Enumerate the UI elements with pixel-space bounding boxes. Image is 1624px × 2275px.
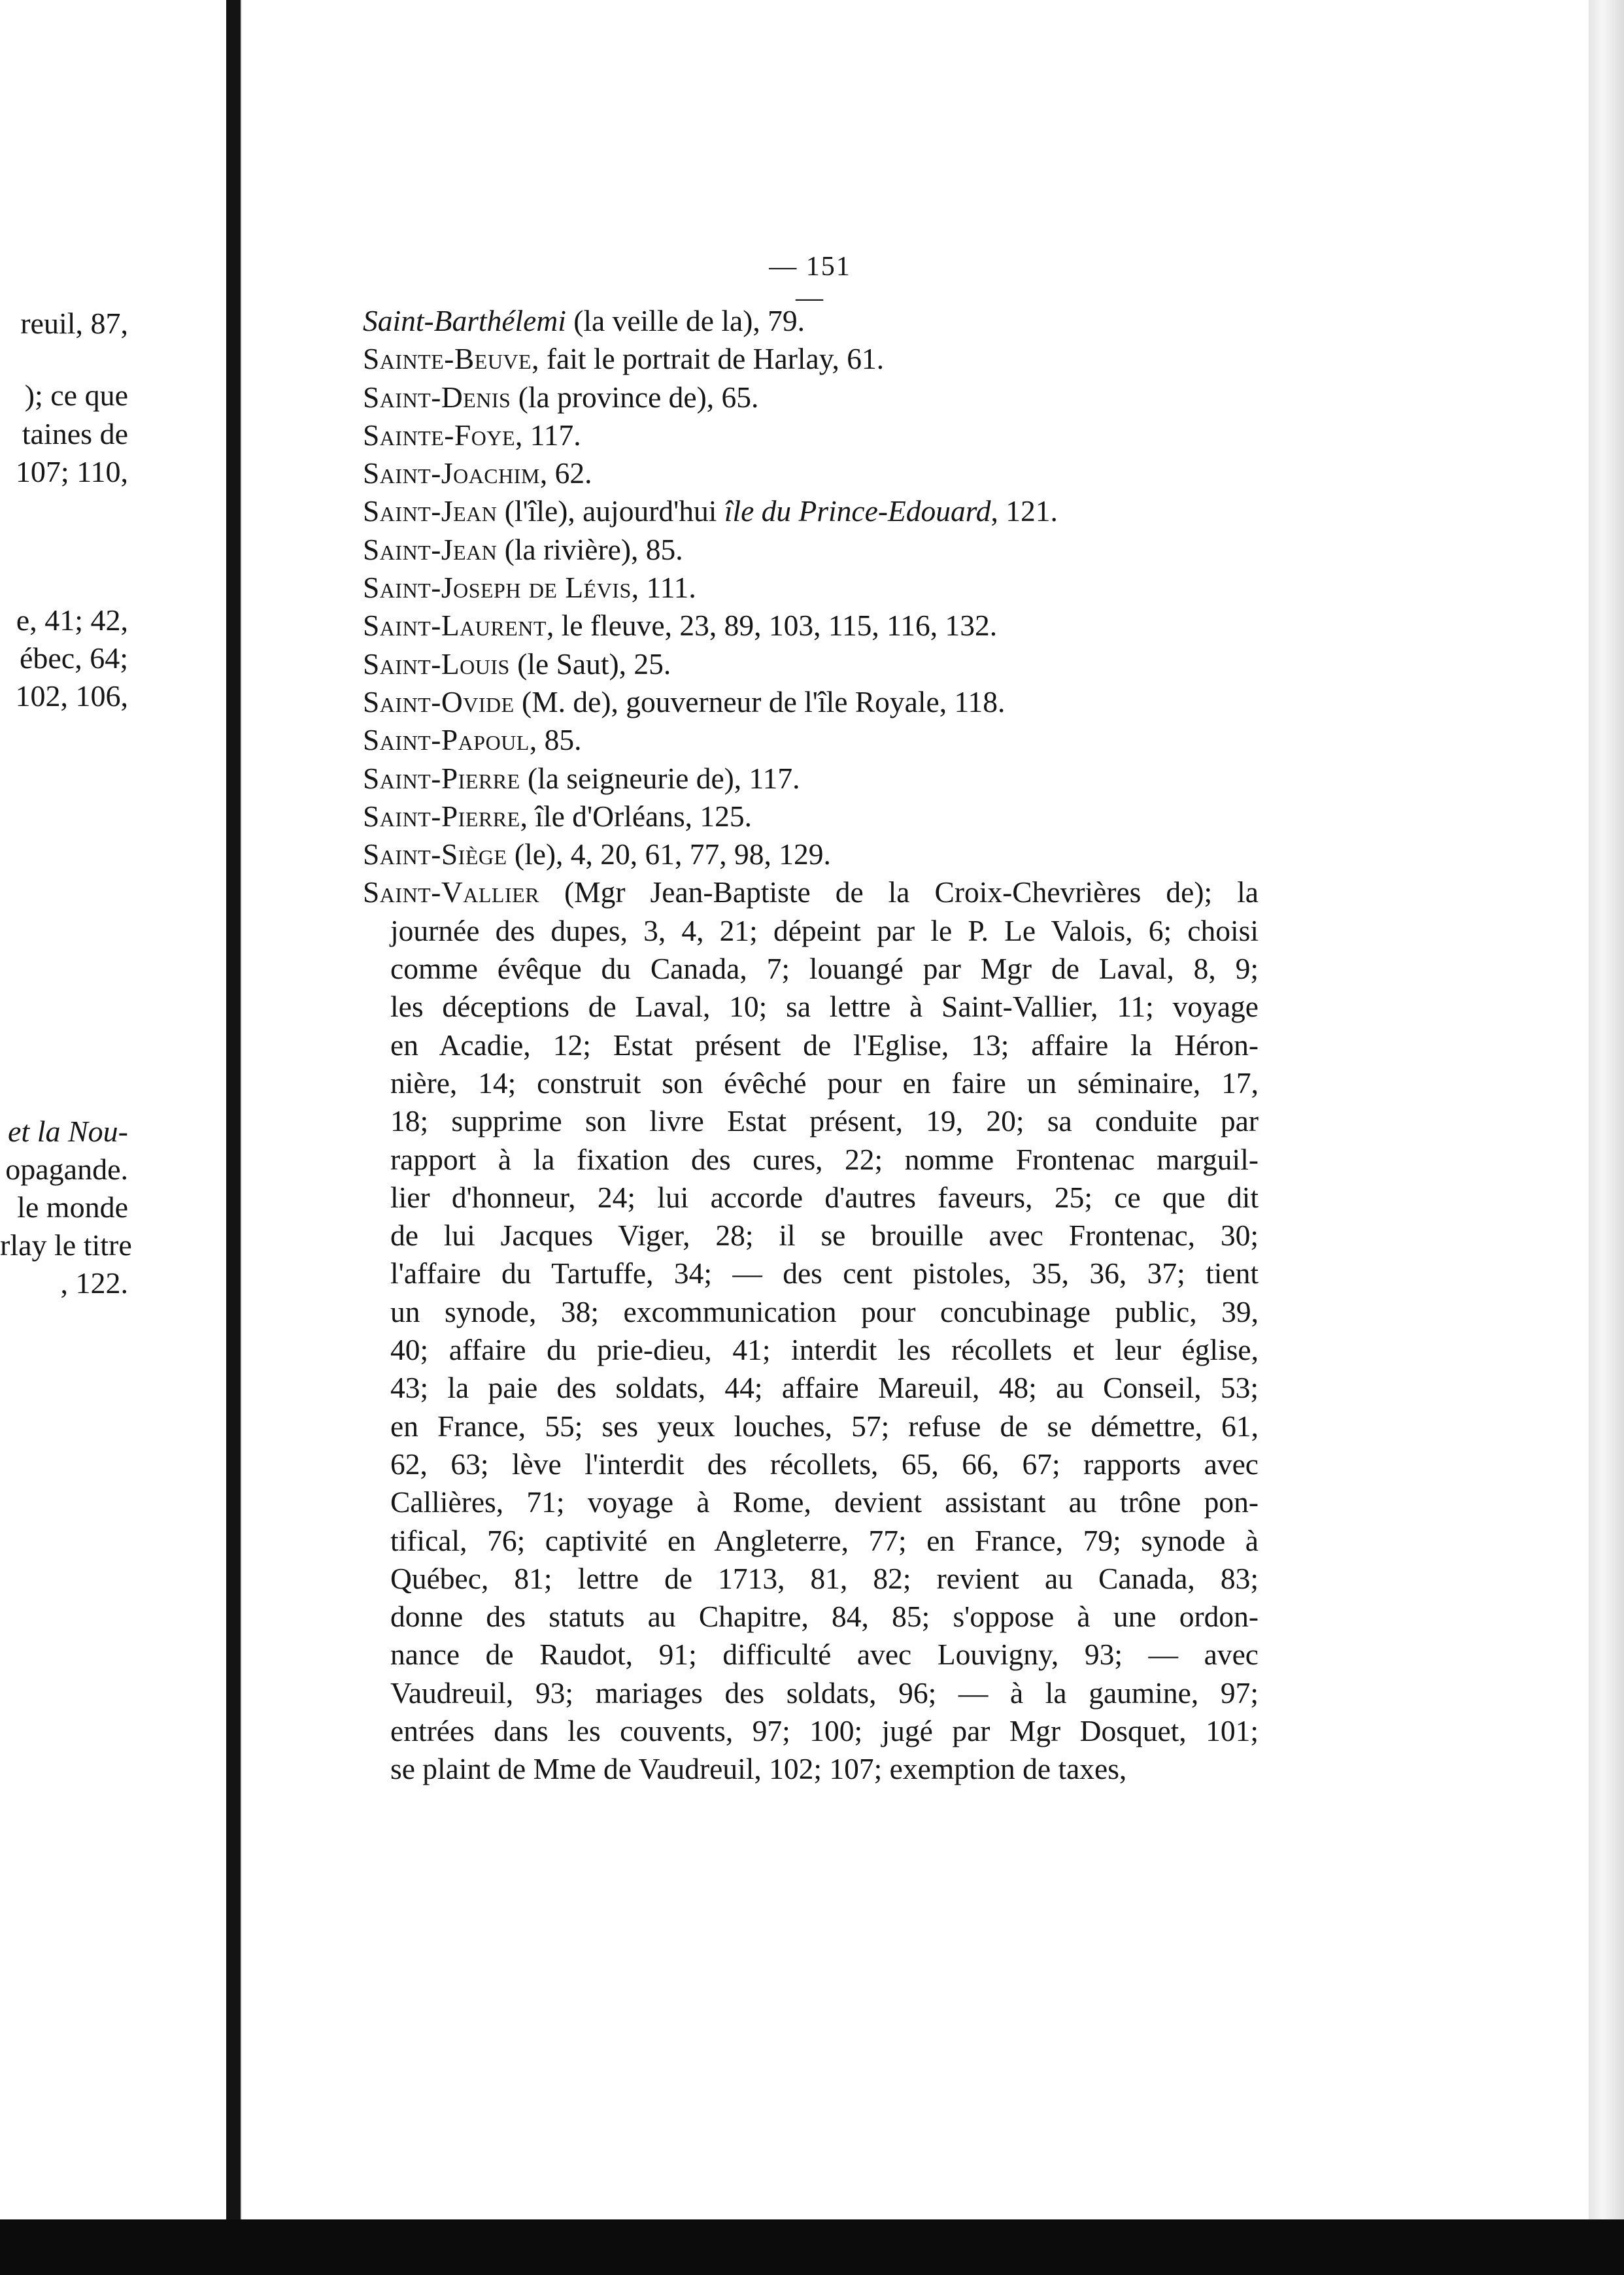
- entry-line-text: donne des statuts au Chapitre, 84, 85; s'oppose à une ordon-: [390, 1600, 1259, 1634]
- book-gutter: [226, 0, 241, 2275]
- entry-line-text: un synode, 38; excommunication pour concubinage public, 39,: [390, 1294, 1259, 1328]
- entry-line: [363, 1750, 1259, 1788]
- entry-line: [363, 1369, 1259, 1407]
- entry-references: , île d'Orléans, 125.: [520, 799, 753, 833]
- index-entry: [363, 645, 1259, 683]
- entry-line-text: l'affaire du Tartuffe, 34; — des cent pistoles, 35, 36, 37; tient: [390, 1256, 1259, 1290]
- entry-references: , 62.: [539, 456, 592, 490]
- entry-line-text: se plaint de Mme de Vaudreuil, 102; 107; exemption de taxes,: [390, 1752, 1127, 1786]
- page-edge: [1589, 0, 1624, 2219]
- entry-name: Saint-Ovide: [363, 684, 515, 718]
- entry-tail: , 121.: [990, 494, 1058, 528]
- entry-line: [363, 950, 1259, 988]
- left-fragment-line: le monde: [17, 1190, 128, 1224]
- entry-references: (la seigneurie de), 117.: [520, 761, 800, 795]
- entry-name: Saint-Joachim: [363, 456, 540, 490]
- left-fragment-line: e, 41; 42,: [16, 603, 128, 637]
- entry-line-text: nière, 14; construit son évêché pour en faire un séminaire, 17,: [390, 1066, 1259, 1100]
- entry-name: Saint-Louis: [363, 647, 510, 681]
- entry-line: [363, 1102, 1259, 1140]
- entry-name: Saint-Vallier: [363, 875, 539, 909]
- entry-line-text: nance de Raudot, 91; difficulté avec Louvigny, 93; — avec: [390, 1638, 1259, 1672]
- entry-line-text: (Mgr Jean-Baptiste de la Croix-Chevrières de); la: [564, 875, 1259, 909]
- entry-line: [363, 1331, 1259, 1369]
- entry-name: Sainte-Beuve: [363, 342, 532, 376]
- entry-name: Saint-Jean: [363, 494, 498, 528]
- left-fragment-line: rlay le titre: [0, 1228, 132, 1262]
- entry-line: [363, 1217, 1259, 1255]
- index-entry-saint-vallier: [363, 873, 1259, 1788]
- left-page: [0, 0, 226, 2275]
- entry-line-text: tifical, 76; captivité en Angleterre, 77; en France, 79; synode à: [390, 1523, 1259, 1557]
- entry-line-text: en France, 55; ses yeux louches, 57; refuse de se démettre, 61,: [390, 1409, 1259, 1443]
- entry-line-text: 62, 63; lève l'interdit des récollets, 65, 66, 67; rapports avec: [390, 1447, 1259, 1481]
- entry-line-text: rapport à la fixation des cures, 22; nomme Frontenac marguil-: [390, 1142, 1259, 1176]
- entry-name: Saint-Joseph de Lévis: [363, 571, 632, 605]
- entry-line-text: lier d'honneur, 24; lui accorde d'autres faveurs, 25; ce que dit: [390, 1180, 1259, 1214]
- entry-references: (le), 4, 20, 61, 77, 98, 129.: [507, 837, 831, 871]
- left-fragment-line: taines de: [22, 417, 128, 450]
- entry-references: (l'île), aujourd'hui: [497, 494, 724, 528]
- entry-references: , 117.: [515, 418, 581, 452]
- entry-references: (le Saut), 25.: [509, 647, 671, 681]
- left-fragment-line: ébec, 64;: [19, 641, 128, 675]
- entry-line: [363, 1445, 1259, 1483]
- index-entry: [363, 492, 1259, 530]
- left-fragment-line: reuil, 87,: [20, 307, 128, 340]
- entry-line-text: Québec, 81; lettre de 1713, 81, 82; revient au Canada, 83;: [390, 1561, 1259, 1595]
- entry-references: (la rivière), 85.: [497, 532, 683, 566]
- entry-line: [363, 1560, 1259, 1598]
- entry-name: Saint-Papoul: [363, 723, 530, 757]
- entry-line: [363, 873, 1259, 911]
- entry-line: [363, 1712, 1259, 1750]
- entry-line: [363, 1064, 1259, 1102]
- entry-line: [363, 1407, 1259, 1445]
- index-entry: [363, 302, 1259, 340]
- entry-name: Saint-Pierre: [363, 761, 520, 795]
- index-entry: [363, 379, 1259, 416]
- entry-line-text: de lui Jacques Viger, 28; il se brouille avec Frontenac, 30;: [390, 1219, 1259, 1253]
- page-number: — 151 —: [769, 252, 851, 313]
- entry-line: [363, 1598, 1259, 1636]
- left-fragment-line: ); ce que: [24, 379, 128, 412]
- index-entry: [363, 683, 1259, 721]
- entry-name: Saint-Siège: [363, 837, 507, 871]
- entry-name: Saint-Barthélemi: [363, 304, 566, 337]
- entry-references: (M. de), gouverneur de l'île Royale, 118.: [514, 684, 1006, 718]
- index-entry: [363, 798, 1259, 835]
- entry-line-text: Callières, 71; voyage à Rome, devient assistant au trône pon-: [390, 1485, 1259, 1519]
- index-entry: [363, 607, 1259, 645]
- entry-references: , fait le portrait de Harlay, 61.: [532, 342, 885, 376]
- entry-line: [363, 912, 1259, 950]
- entry-line-text: en Acadie, 12; Estat présent de l'Eglise, 13; affaire la Héron-: [390, 1028, 1259, 1062]
- entry-line-text: journée des dupes, 3, 4, 21; dépeint par le P. Le Valois, 6; choisi: [390, 913, 1259, 947]
- entry-line: [363, 1141, 1259, 1179]
- left-fragment-line: et la Nou-: [8, 1115, 128, 1148]
- entry-line: [363, 1026, 1259, 1064]
- entry-line-text: Vaudreuil, 93; mariages des soldats, 96; — à la gaumine, 97;: [390, 1676, 1259, 1710]
- entry-references: (la veille de la), 79.: [566, 304, 805, 337]
- scan-border: [0, 2219, 1624, 2275]
- entry-line: [363, 988, 1259, 1026]
- entry-name: Saint-Jean: [363, 532, 498, 566]
- entry-line-text: 40; affaire du prie-dieu, 41; interdit les récollets et leur église,: [390, 1333, 1259, 1367]
- entry-line: [363, 1179, 1259, 1217]
- left-fragment-line: , 122.: [60, 1266, 128, 1300]
- entry-line-text: comme évêque du Canada, 7; louangé par Mgr de Laval, 8, 9;: [390, 952, 1259, 986]
- entry-line: [363, 1674, 1259, 1712]
- entry-line-text: entrées dans les couvents, 97; 100; jugé par Mgr Dosquet, 101;: [390, 1713, 1259, 1747]
- entry-name: Sainte-Foye: [363, 418, 515, 452]
- index-column: [363, 302, 1259, 1789]
- entry-name: Saint-Denis: [363, 380, 511, 414]
- entry-line: [363, 1636, 1259, 1674]
- entry-name: Saint-Pierre: [363, 799, 520, 833]
- entry-references: , 85.: [529, 723, 582, 757]
- entry-line: [363, 1293, 1259, 1331]
- entry-line-text: 43; la paie des soldats, 44; affaire Mareuil, 48; au Conseil, 53;: [390, 1371, 1259, 1405]
- index-entry: [363, 760, 1259, 798]
- index-entry: [363, 416, 1259, 454]
- entry-line-text: les déceptions de Laval, 10; sa lettre à Saint-Vallier, 11; voyage: [390, 990, 1259, 1024]
- entry-line: [363, 1522, 1259, 1560]
- index-entry: [363, 531, 1259, 569]
- left-fragment-line: 107; 110,: [15, 455, 128, 488]
- entry-line: [363, 1255, 1259, 1292]
- left-fragment-line: opagande.: [5, 1153, 128, 1186]
- index-entry: [363, 454, 1259, 492]
- left-page-text: [0, 0, 226, 2275]
- entry-name: Saint-Laurent: [363, 609, 547, 643]
- entry-line: [363, 1483, 1259, 1521]
- left-fragment-line: 102, 106,: [15, 679, 128, 713]
- index-entry: [363, 835, 1259, 873]
- entry-references: , le fleuve, 23, 89, 103, 115, 116, 132.: [546, 609, 998, 643]
- index-entry: [363, 721, 1259, 759]
- entry-references: , 111.: [631, 571, 696, 605]
- index-entry: [363, 340, 1259, 378]
- entry-references: (la province de), 65.: [511, 380, 759, 414]
- index-entry: [363, 569, 1259, 607]
- entry-line-text: 18; supprime son livre Estat présent, 19, 20; sa conduite par: [390, 1104, 1259, 1138]
- entry-italic-note: île du Prince-Edouard: [724, 494, 991, 528]
